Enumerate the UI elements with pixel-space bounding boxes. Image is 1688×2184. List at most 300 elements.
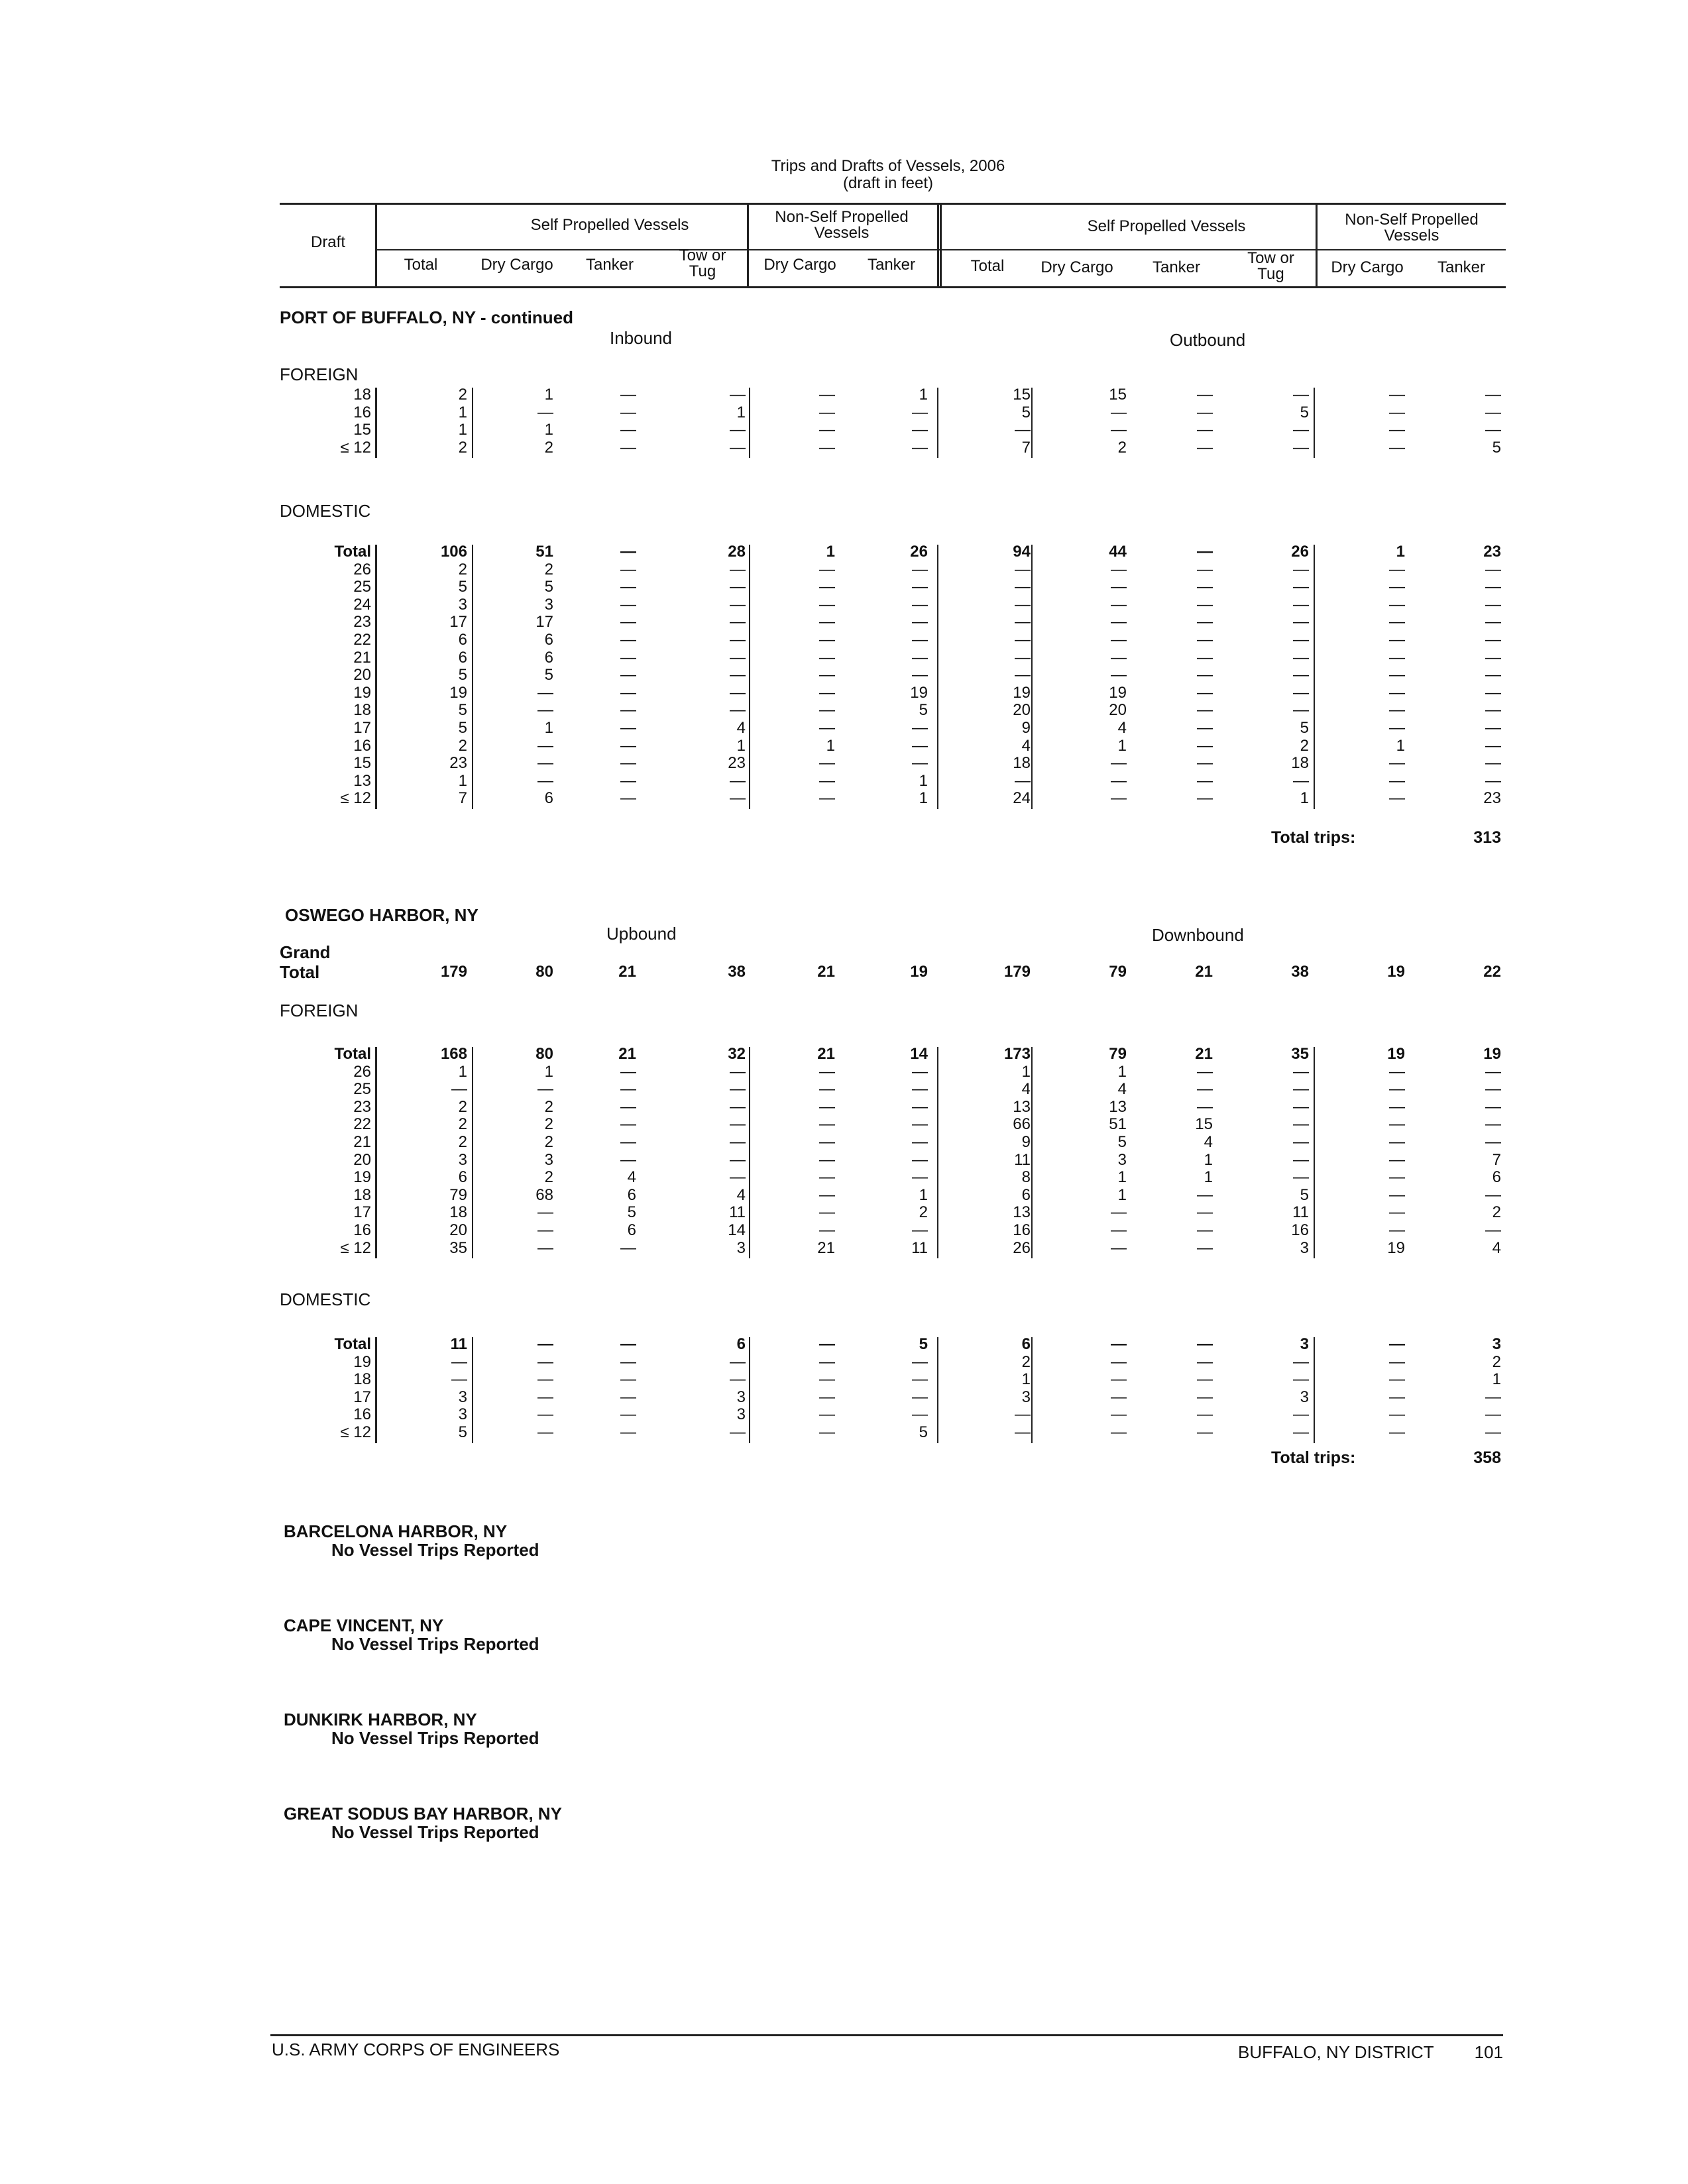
cell-tow-or-tug: — <box>1293 666 1309 684</box>
cell-nsp-dry-cargo: — <box>819 1133 835 1151</box>
grand-total-tanker: 21 <box>1195 963 1213 981</box>
cell-tanker: 15 <box>1195 1115 1213 1134</box>
domestic-label: DOMESTIC <box>280 501 371 521</box>
cell-nsp-tanker: — <box>1485 631 1501 649</box>
cell-nsp-tanker: 23 <box>1483 789 1501 808</box>
cell-dry-cargo: 2 <box>1117 438 1127 457</box>
cell-total: 6 <box>458 631 467 649</box>
row-label: 16 <box>353 403 371 421</box>
cell-nsp-dry-cargo: — <box>819 1168 835 1187</box>
row-label: 13 <box>353 771 371 790</box>
cell-tanker: — <box>620 1335 636 1353</box>
cell-tanker: — <box>1197 1405 1213 1424</box>
cell-total: — <box>1015 648 1031 667</box>
cell-nsp-tanker: — <box>912 736 928 755</box>
cell-tow-or-tug: — <box>730 666 746 684</box>
total-trips-label: Total trips: <box>1271 1448 1356 1467</box>
footer-right: BUFFALO, NY DISTRICT <box>1238 2042 1434 2062</box>
cell-dry-cargo: — <box>1111 1405 1127 1424</box>
cell-tow-or-tug: — <box>730 683 746 702</box>
cell-total: 3 <box>1021 1388 1031 1406</box>
cell-nsp-tanker: — <box>1485 403 1501 421</box>
column-rule <box>937 1337 938 1443</box>
row-label: 16 <box>353 1221 371 1239</box>
column-rule <box>1314 545 1315 809</box>
cell-nsp-tanker: — <box>1485 595 1501 614</box>
cell-dry-cargo: 4 <box>1117 719 1127 737</box>
harbor-name: CAPE VINCENT, NY <box>284 1615 444 1635</box>
row-label: 20 <box>353 666 371 684</box>
cell-dry-cargo: 3 <box>1117 1150 1127 1169</box>
cell-total: 5 <box>458 666 467 684</box>
header-dry-cargo: Dry Cargo <box>480 256 553 274</box>
cell-nsp-tanker: — <box>912 1221 928 1239</box>
cell-nsp-tanker: — <box>1485 613 1501 631</box>
cell-total: 7 <box>1021 438 1031 457</box>
cell-nsp-tanker: — <box>912 666 928 684</box>
cell-dry-cargo: — <box>1111 1370 1127 1389</box>
cell-dry-cargo: — <box>537 1370 553 1389</box>
row-label: Total <box>334 1335 371 1353</box>
cell-total: 2 <box>458 1133 467 1151</box>
cell-nsp-tanker: — <box>1485 1423 1501 1441</box>
header-draft: Draft <box>310 233 345 251</box>
cell-nsp-tanker: — <box>912 1388 928 1406</box>
cell-tanker: — <box>1197 1370 1213 1389</box>
grand-total-tanker: 21 <box>618 963 636 981</box>
column-rule <box>749 1337 750 1443</box>
cell-total: 3 <box>458 1405 467 1424</box>
cell-nsp-dry-cargo: — <box>819 1423 835 1441</box>
harbor-note: No Vessel Trips Reported <box>331 1634 539 1654</box>
cell-total: 6 <box>1021 1185 1031 1204</box>
cell-dry-cargo: 1 <box>1117 736 1127 755</box>
cell-tanker: — <box>1197 1352 1213 1371</box>
cell-nsp-dry-cargo: — <box>1389 1388 1405 1406</box>
cell-total: 23 <box>449 754 467 773</box>
cell-nsp-tanker: — <box>912 719 928 737</box>
cell-nsp-tanker: — <box>1485 1221 1501 1239</box>
cell-dry-cargo: — <box>1111 666 1127 684</box>
cell-tow-or-tug: 3 <box>1300 1388 1309 1406</box>
cell-total: 4 <box>1021 736 1031 755</box>
cell-tanker: — <box>620 754 636 773</box>
cell-dry-cargo: 5 <box>544 578 553 596</box>
row-label: 26 <box>353 560 371 578</box>
cell-tanker: — <box>620 613 636 631</box>
cell-nsp-dry-cargo: — <box>819 648 835 667</box>
cell-nsp-tanker: — <box>912 438 928 457</box>
cell-dry-cargo: — <box>537 403 553 421</box>
cell-nsp-dry-cargo: — <box>819 666 835 684</box>
cell-tow-or-tug: — <box>1293 683 1309 702</box>
cell-tow-or-tug: — <box>730 1370 746 1389</box>
cell-nsp-dry-cargo: — <box>819 1115 835 1134</box>
cell-nsp-tanker: — <box>912 1352 928 1371</box>
header-bottom-rule <box>280 286 1506 288</box>
cell-tow-or-tug: 3 <box>736 1238 746 1257</box>
cell-dry-cargo: 1 <box>544 386 553 404</box>
cell-dry-cargo: 15 <box>1109 386 1127 404</box>
cell-nsp-dry-cargo: — <box>1389 1185 1405 1204</box>
cell-nsp-tanker: — <box>1485 736 1501 755</box>
cell-tanker: — <box>1197 1388 1213 1406</box>
cell-nsp-dry-cargo: 1 <box>826 736 835 755</box>
cell-total: 66 <box>1013 1115 1031 1134</box>
cell-nsp-tanker: — <box>912 754 928 773</box>
cell-tow-or-tug: 1 <box>736 403 746 421</box>
cell-dry-cargo: — <box>1111 421 1127 439</box>
cell-dry-cargo: 4 <box>1117 1080 1127 1099</box>
cell-nsp-tanker: — <box>1485 666 1501 684</box>
cell-nsp-tanker: — <box>1485 701 1501 720</box>
cell-dry-cargo: — <box>537 1352 553 1371</box>
cell-dry-cargo: 19 <box>1109 683 1127 702</box>
cell-tow-or-tug: 2 <box>1300 736 1309 755</box>
cell-nsp-dry-cargo: — <box>1389 1221 1405 1239</box>
cell-tow-or-tug: — <box>730 595 746 614</box>
cell-tanker: — <box>1197 560 1213 578</box>
cell-nsp-tanker: — <box>912 1370 928 1389</box>
cell-tanker: — <box>620 560 636 578</box>
cell-nsp-tanker: — <box>1485 1185 1501 1204</box>
cell-dry-cargo: 2 <box>544 560 553 578</box>
header-total: Total <box>404 256 438 274</box>
cell-nsp-tanker: 11 <box>911 1238 928 1257</box>
cell-nsp-tanker: — <box>1485 719 1501 737</box>
column-rule <box>472 1337 473 1443</box>
cell-nsp-tanker: 19 <box>910 683 928 702</box>
cell-tow-or-tug: 5 <box>1300 1185 1309 1204</box>
cell-tow-or-tug: — <box>1293 421 1309 439</box>
cell-tow-or-tug: — <box>730 578 746 596</box>
cell-nsp-dry-cargo: — <box>1389 754 1405 773</box>
cell-dry-cargo: — <box>537 1423 553 1441</box>
cell-dry-cargo: — <box>1111 1388 1127 1406</box>
cell-nsp-dry-cargo: — <box>1389 701 1405 720</box>
cell-dry-cargo: — <box>1111 648 1127 667</box>
cell-nsp-dry-cargo: — <box>1389 421 1405 439</box>
cell-tanker: — <box>1197 386 1213 404</box>
cell-dry-cargo: — <box>1111 1238 1127 1257</box>
cell-nsp-dry-cargo: — <box>1389 789 1405 808</box>
cell-total: 3 <box>458 595 467 614</box>
cell-total: 13 <box>1013 1203 1031 1222</box>
cell-total: 1 <box>458 421 467 439</box>
cell-nsp-dry-cargo: — <box>1389 683 1405 702</box>
cell-total: 168 <box>440 1045 467 1063</box>
cell-tow-or-tug: — <box>1293 648 1309 667</box>
cell-dry-cargo: — <box>537 771 553 790</box>
cell-nsp-tanker: — <box>1485 771 1501 790</box>
cell-nsp-tanker: — <box>1485 1388 1501 1406</box>
column-rule <box>749 545 750 809</box>
cell-tanker: — <box>1197 1423 1213 1441</box>
cell-tanker: — <box>1197 1185 1213 1204</box>
cell-dry-cargo: 3 <box>544 595 553 614</box>
cell-total: — <box>451 1080 467 1099</box>
cell-nsp-dry-cargo: — <box>819 1203 835 1222</box>
cell-tanker: — <box>1197 789 1213 808</box>
foreign-label: FOREIGN <box>280 364 359 384</box>
cell-nsp-tanker: — <box>912 1097 928 1116</box>
cell-dry-cargo: 2 <box>544 1168 553 1187</box>
cell-dry-cargo: — <box>1111 595 1127 614</box>
cell-dry-cargo: — <box>537 683 553 702</box>
column-rule <box>1031 545 1033 809</box>
cell-dry-cargo: — <box>1111 754 1127 773</box>
cell-nsp-dry-cargo: — <box>819 613 835 631</box>
cell-tanker: — <box>620 648 636 667</box>
cell-total: — <box>1015 560 1031 578</box>
cell-dry-cargo: 1 <box>1117 1062 1127 1081</box>
cell-nsp-dry-cargo: — <box>1389 1062 1405 1081</box>
cell-tow-or-tug: 16 <box>1291 1221 1309 1239</box>
cell-total: 26 <box>1013 1238 1031 1257</box>
header-tanker: Tanker <box>867 256 916 274</box>
cell-dry-cargo: — <box>537 1388 553 1406</box>
cell-nsp-tanker: — <box>912 1168 928 1187</box>
cell-tanker: — <box>1197 1097 1213 1116</box>
cell-dry-cargo: 51 <box>535 543 553 561</box>
header-divider <box>940 203 942 286</box>
cell-tow-or-tug: — <box>1293 1405 1309 1424</box>
row-label: 18 <box>353 1370 371 1389</box>
cell-nsp-tanker: 26 <box>910 543 928 561</box>
column-rule <box>1031 388 1033 458</box>
cell-tow-or-tug: — <box>1293 613 1309 631</box>
cell-dry-cargo: 3 <box>544 1150 553 1169</box>
cell-dry-cargo: 20 <box>1109 701 1127 720</box>
cell-tow-or-tug: — <box>730 438 746 457</box>
cell-total: 18 <box>449 1203 467 1222</box>
cell-nsp-dry-cargo: 1 <box>1396 543 1405 561</box>
cell-total: 9 <box>1021 719 1031 737</box>
cell-nsp-tanker: — <box>1485 578 1501 596</box>
cell-tow-or-tug: 3 <box>1300 1238 1309 1257</box>
cell-tanker: — <box>1197 1080 1213 1099</box>
cell-tow-or-tug: 14 <box>728 1221 746 1239</box>
cell-tow-or-tug: — <box>730 1080 746 1099</box>
cell-nsp-dry-cargo: — <box>1389 1115 1405 1134</box>
cell-tow-or-tug: — <box>730 1115 746 1134</box>
cell-tanker: — <box>620 1133 636 1151</box>
cell-tanker: — <box>1197 595 1213 614</box>
cell-tow-or-tug: — <box>1293 595 1309 614</box>
total-trips-value: 358 <box>1473 1448 1501 1467</box>
cell-tanker: 1 <box>1204 1150 1213 1169</box>
cell-nsp-dry-cargo: — <box>1389 648 1405 667</box>
cell-dry-cargo: — <box>537 1238 553 1257</box>
column-rule <box>1031 1047 1033 1258</box>
cell-nsp-tanker: — <box>912 578 928 596</box>
cell-tanker: — <box>620 701 636 720</box>
cell-dry-cargo: 44 <box>1109 543 1127 561</box>
cell-nsp-dry-cargo: — <box>1389 1150 1405 1169</box>
cell-tow-or-tug: 11 <box>1292 1203 1309 1222</box>
cell-nsp-dry-cargo: — <box>1389 1335 1405 1353</box>
cell-tow-or-tug: — <box>730 701 746 720</box>
cell-dry-cargo: 17 <box>535 613 553 631</box>
cell-total: — <box>1015 631 1031 649</box>
cell-dry-cargo: 1 <box>544 421 553 439</box>
cell-nsp-tanker: — <box>912 1150 928 1169</box>
row-label: 25 <box>353 1080 371 1099</box>
cell-dry-cargo: 51 <box>1109 1115 1127 1134</box>
cell-nsp-tanker: — <box>912 421 928 439</box>
cell-nsp-dry-cargo: — <box>819 1221 835 1239</box>
cell-nsp-dry-cargo: — <box>819 1150 835 1169</box>
cell-tow-or-tug: — <box>1293 1080 1309 1099</box>
cell-dry-cargo: — <box>537 1221 553 1239</box>
cell-nsp-dry-cargo: — <box>1389 1133 1405 1151</box>
direction-label: Upbound <box>606 924 677 944</box>
cell-nsp-tanker: — <box>912 1405 928 1424</box>
cell-dry-cargo: — <box>1111 560 1127 578</box>
cell-tanker: — <box>620 595 636 614</box>
cell-total: 20 <box>1013 701 1031 720</box>
cell-dry-cargo: — <box>1111 1203 1127 1222</box>
cell-nsp-tanker: 1 <box>919 771 928 790</box>
cell-dry-cargo: — <box>1111 1335 1127 1353</box>
cell-nsp-tanker: 2 <box>1492 1352 1501 1371</box>
cell-dry-cargo: — <box>537 1335 553 1353</box>
cell-nsp-dry-cargo: — <box>819 1370 835 1389</box>
cell-nsp-tanker: 1 <box>1492 1370 1501 1389</box>
cell-tanker: — <box>620 631 636 649</box>
cell-tanker: — <box>620 421 636 439</box>
cell-tow-or-tug: 3 <box>1300 1335 1309 1353</box>
cell-nsp-tanker: — <box>1485 1405 1501 1424</box>
cell-total: — <box>1015 666 1031 684</box>
cell-total: 2 <box>458 560 467 578</box>
cell-dry-cargo: 2 <box>544 1115 553 1134</box>
cell-nsp-tanker: 1 <box>919 789 928 808</box>
row-label: 23 <box>353 613 371 631</box>
row-label: 17 <box>353 1388 371 1406</box>
cell-tow-or-tug: — <box>730 1352 746 1371</box>
cell-nsp-tanker: 14 <box>910 1045 928 1063</box>
cell-total: — <box>1015 595 1031 614</box>
cell-total: 11 <box>450 1335 467 1353</box>
cell-tanker: — <box>1197 613 1213 631</box>
cell-total: 79 <box>449 1185 467 1204</box>
cell-total: — <box>1015 1423 1031 1441</box>
cell-nsp-dry-cargo: — <box>1389 613 1405 631</box>
cell-dry-cargo: 13 <box>1109 1097 1127 1116</box>
port-title: OSWEGO HARBOR, NY <box>285 905 478 925</box>
cell-nsp-dry-cargo: — <box>1389 666 1405 684</box>
cell-total: 1 <box>1021 1062 1031 1081</box>
cell-total: 13 <box>1013 1097 1031 1116</box>
cell-dry-cargo: 5 <box>1117 1133 1127 1151</box>
cell-dry-cargo: 79 <box>1109 1045 1127 1063</box>
cell-tanker: — <box>620 1352 636 1371</box>
cell-nsp-dry-cargo: — <box>1389 1423 1405 1441</box>
cell-tow-or-tug: — <box>1293 1062 1309 1081</box>
cell-nsp-dry-cargo: — <box>819 701 835 720</box>
direction-label: Outbound <box>1170 330 1246 350</box>
cell-nsp-dry-cargo: — <box>819 771 835 790</box>
cell-tanker: — <box>620 1423 636 1441</box>
cell-tow-or-tug: — <box>1293 560 1309 578</box>
header-tow: Tow or <box>679 246 726 264</box>
column-rule <box>375 1337 377 1443</box>
direction-label: Downbound <box>1152 925 1244 945</box>
cell-tanker: — <box>1197 1221 1213 1239</box>
cell-tanker: — <box>620 771 636 790</box>
cell-total: 24 <box>1013 789 1031 808</box>
cell-dry-cargo: 2 <box>544 438 553 457</box>
cell-total: 19 <box>449 683 467 702</box>
cell-nsp-tanker: — <box>912 595 928 614</box>
cell-tanker: — <box>620 719 636 737</box>
cell-nsp-tanker: — <box>1485 386 1501 404</box>
cell-tow-or-tug: 6 <box>736 1335 746 1353</box>
cell-dry-cargo: 6 <box>544 789 553 808</box>
cell-tow-or-tug: — <box>1293 631 1309 649</box>
direction-label: Inbound <box>610 328 672 348</box>
column-rule <box>375 545 377 809</box>
cell-nsp-tanker: — <box>1485 1133 1501 1151</box>
cell-tanker: — <box>620 1238 636 1257</box>
cell-total: 1 <box>458 403 467 421</box>
cell-nsp-tanker: 23 <box>1483 543 1501 561</box>
row-label: Total <box>334 543 371 561</box>
row-label: 16 <box>353 736 371 755</box>
cell-nsp-dry-cargo: — <box>1389 1203 1405 1222</box>
cell-tow-or-tug: — <box>1293 1352 1309 1371</box>
cell-total: 5 <box>458 701 467 720</box>
cell-dry-cargo: 1 <box>1117 1168 1127 1187</box>
header-top-rule <box>280 203 1506 205</box>
row-label: 19 <box>353 1168 371 1187</box>
header-dry-cargo: Dry Cargo <box>1041 258 1113 276</box>
cell-nsp-dry-cargo: — <box>1389 1097 1405 1116</box>
header-nspv-right: Non-Self Propelled <box>1345 211 1479 229</box>
cell-tanker: — <box>1197 421 1213 439</box>
cell-nsp-dry-cargo: 1 <box>826 543 835 561</box>
cell-dry-cargo: — <box>1111 789 1127 808</box>
cell-tanker: — <box>1197 719 1213 737</box>
header-tanker: Tanker <box>585 256 634 274</box>
header-nspv-right: Vessels <box>1384 227 1439 245</box>
cell-dry-cargo: — <box>1111 1423 1127 1441</box>
header-divider <box>375 203 377 286</box>
cell-dry-cargo: — <box>1111 631 1127 649</box>
cell-total: 1 <box>458 1062 467 1081</box>
header-nspv-left: Vessels <box>814 224 870 242</box>
cell-tow-or-tug: — <box>730 1168 746 1187</box>
cell-nsp-tanker: — <box>1485 1115 1501 1134</box>
cell-total: 17 <box>449 613 467 631</box>
cell-tow-or-tug: — <box>1293 1370 1309 1389</box>
cell-nsp-dry-cargo: 19 <box>1387 1045 1405 1063</box>
cell-tow-or-tug: — <box>730 560 746 578</box>
cell-dry-cargo: 2 <box>544 1097 553 1116</box>
cell-tow-or-tug: — <box>730 386 746 404</box>
cell-total: 2 <box>458 1097 467 1116</box>
cell-tanker: — <box>620 789 636 808</box>
cell-tanker: — <box>620 666 636 684</box>
cell-tow-or-tug: — <box>730 648 746 667</box>
cell-tow-or-tug: — <box>1293 438 1309 457</box>
row-label: 16 <box>353 1405 371 1424</box>
cell-tanker: — <box>620 683 636 702</box>
cell-tow-or-tug: — <box>1293 771 1309 790</box>
cell-total: — <box>1015 421 1031 439</box>
cell-tanker: — <box>1197 631 1213 649</box>
